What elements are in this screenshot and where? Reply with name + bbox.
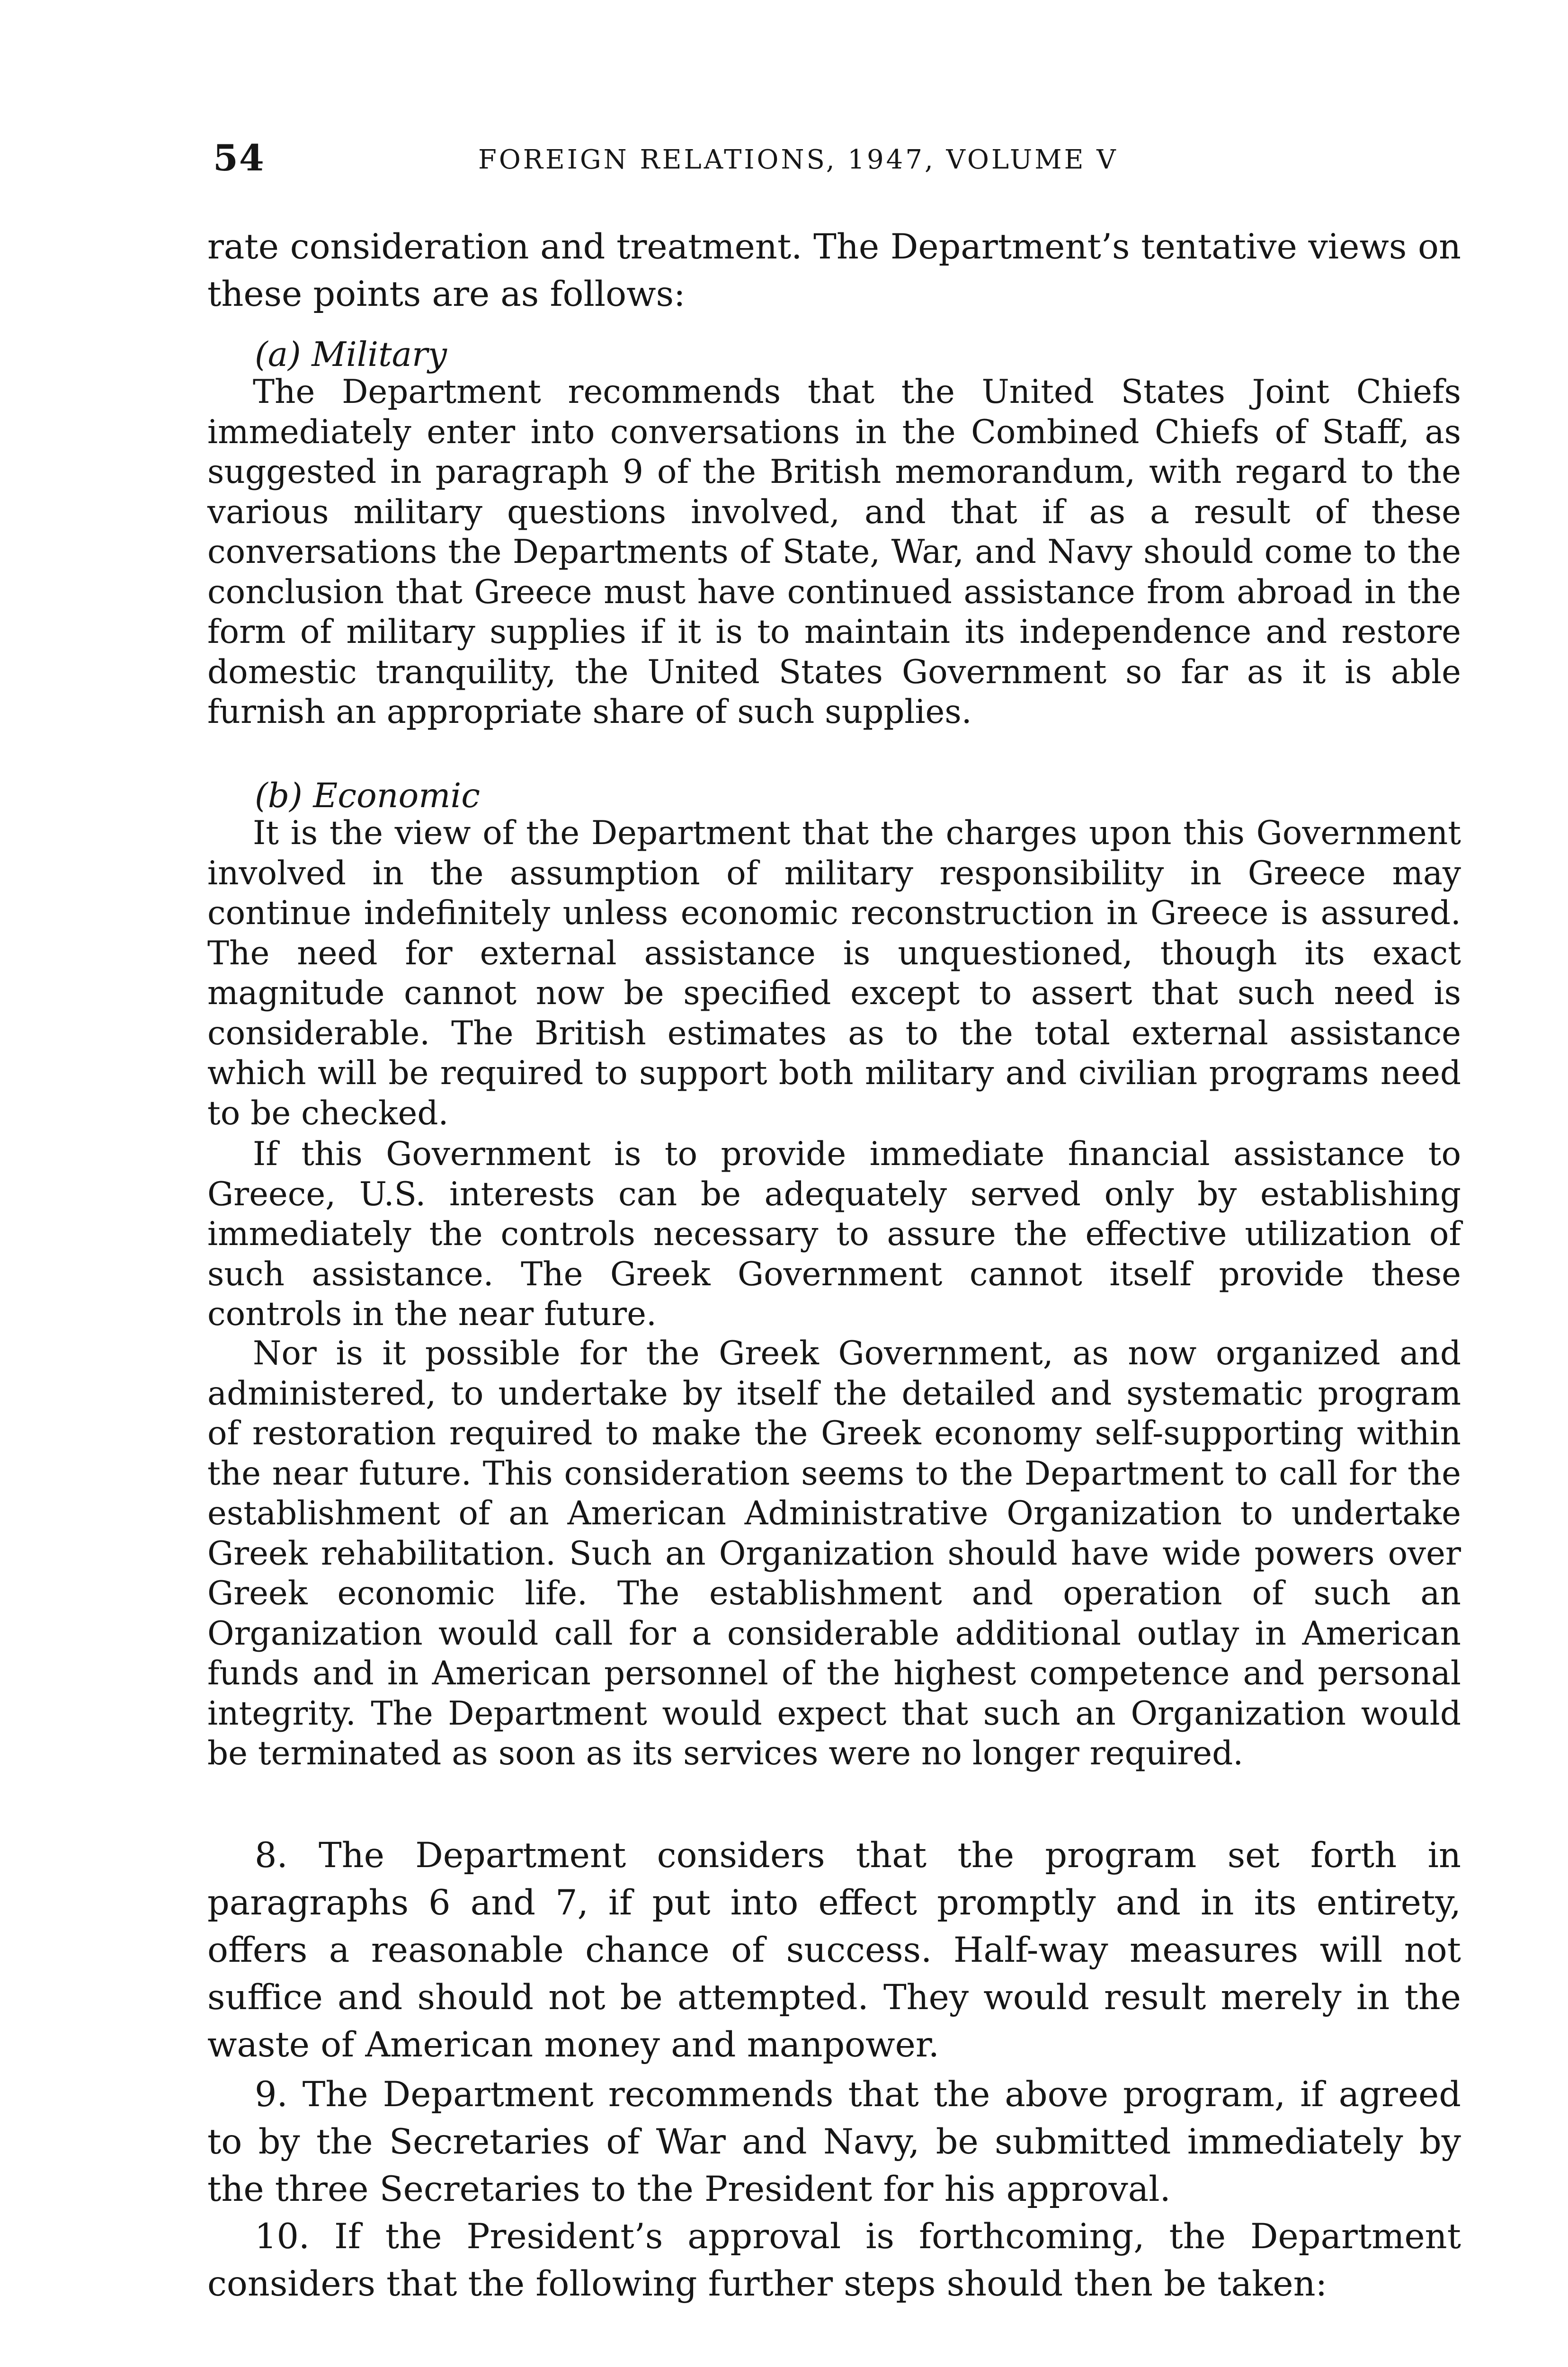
paragraph-8: 8. The Department considers that the program set forth in paragraphs 6 and 7, if put into effect promptly and in its entirety, offers a reasonable chance of success. Half-way measures will not suffice and should not be attempted. They would result merely in the waste of American money and manpower.	[207, 1835, 1461, 2065]
economic-paragraph-2: If this Government is to provide immediate financial assistance to Greece, U.S. interests can be adequately served only by establishing immediately the controls necessary to assure the effective utilization of such assistance. The Greek Government cannot itself provide these controls in the near future.	[207, 1135, 1461, 1333]
economic-heading: (b) Economic	[255, 776, 481, 815]
economic-paragraph-3: Nor is it possible for the Greek Government, as now organized and administered, to undertake by itself the detailed and systematic program of restoration required to make the Greek economy self-supporting within the near future. This consideration seems to the Department to call for the establishment of an American Administrative Organization to undertake Greek rehabilitation. Such an Organization should have wide powers over Greek economic life. The establishment and operation of such an Organization would call for a considerable additional outlay in American funds and in American personnel of the highest competence and personal integrity. The Department would expect that such an Organization would be terminated as soon as its services were no longer required.	[207, 1335, 1461, 1772]
paragraph-9: 9. The Department recommends that the above program, if agreed to by the Secretaries of War and Navy, be submitted immediately by the three Secretaries to the President for his approval.	[207, 2074, 1461, 2209]
running-head: FOREIGN RELATIONS, 1947, VOLUME V	[478, 144, 1118, 175]
continuation-paragraph: rate consideration and treatment. The Department’s tentative views on these points are as follows:	[207, 227, 1461, 314]
page-number: 54	[213, 137, 265, 179]
page-header	[213, 132, 1458, 184]
military-paragraph: The Department recommends that the United States Joint Chiefs immediately enter into conversations in the Combined Chiefs of Staff, as suggested in paragraph 9 of the British memorandum, with regard to the various military questions involved, and that if as a result of these conversations the Departments of State, War, and Navy should come to the conclusion that Greece must have continued assistance from abroad in the form of military supplies if it is to maintain its independence and restore domestic tranquility, the United States Government so far as it is able furnish an appropriate share of such supplies.	[207, 373, 1461, 731]
economic-paragraph-1: It is the view of the Department that the charges upon this Government involved in the assumption of military responsibility in Greece may continue indefinitely unless economic reconstruction in Greece is assured. The need for external assistance is unquestioned, though its exact magnitude cannot now be specified except to assert that such need is considerable. The British estimates as to the total external assistance which will be required to support both military and civilian programs need to be checked.	[207, 814, 1461, 1132]
paragraph-10: 10. If the President’s approval is forthcoming, the Department considers that the following further steps should then be taken:	[207, 2216, 1461, 2304]
military-heading: (a) Military	[255, 335, 447, 374]
